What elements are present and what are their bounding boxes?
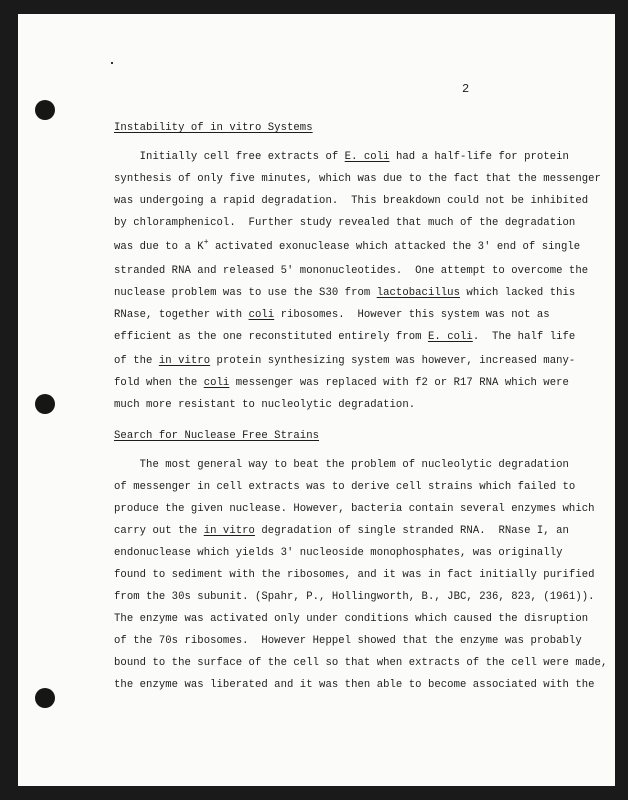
text-run: bound to the surface of the cell so that when extracts of the cell were made, xyxy=(114,657,608,669)
section-heading: Instability of in vitro Systems xyxy=(114,122,313,134)
text-line xyxy=(114,459,569,471)
text-run: activated exonuclease which attacked the 3' end of single xyxy=(208,241,581,253)
page-number: 2 xyxy=(462,82,470,96)
text-line xyxy=(114,151,569,163)
text-run: of messenger in cell extracts was to derive cell strains which failed to xyxy=(114,481,576,493)
section-heading: Search for Nuclease Free Strains xyxy=(114,430,320,442)
binder-hole-top xyxy=(35,100,55,120)
text-line xyxy=(114,377,569,389)
text-run: Initially cell free extracts of xyxy=(114,151,345,163)
text-run: produce the given nuclease. However, bacteria contain several enzymes which xyxy=(114,503,595,515)
text-line xyxy=(114,355,575,367)
text-run: degradation of single stranded RNA. RNase I, an xyxy=(254,525,569,537)
text-line xyxy=(114,217,575,229)
text-line xyxy=(114,503,595,515)
speck-mark xyxy=(111,62,113,64)
text-line xyxy=(114,309,550,321)
text-run: had a half-life for protein xyxy=(389,151,569,163)
text-run: of the 70s ribosomes. However Heppel showed that the enzyme was probably xyxy=(114,635,582,647)
text-line xyxy=(114,481,575,493)
text-run: stranded RNA and released 5' mononucleotides. One attempt to overcome the xyxy=(114,265,589,277)
text-run: nuclease problem was to use the S30 from xyxy=(114,287,377,299)
text-run: fold when the xyxy=(114,377,204,389)
text-run: protein synthesizing system was however, increased many- xyxy=(210,355,576,367)
text-line xyxy=(114,569,595,581)
text-line xyxy=(114,591,595,603)
text-run: which lacked this xyxy=(460,287,576,299)
underlined-term: E. coli xyxy=(344,151,390,163)
text-run: ribosomes. However this system was not as xyxy=(274,309,550,321)
text-run: carry out the xyxy=(114,525,204,537)
underlined-term: in vitro xyxy=(203,525,255,537)
text-line xyxy=(114,399,415,411)
underlined-term: lactobacillus xyxy=(376,287,460,299)
text-run: much more resistant to nucleolytic degradation. xyxy=(114,399,416,411)
text-line xyxy=(114,657,607,669)
text-run: messenger was replaced with f2 or R17 RNA which were xyxy=(229,377,569,389)
text-run: the enzyme was liberated and it was then able to become associated with the xyxy=(114,679,595,691)
text-line xyxy=(114,195,588,207)
text-line xyxy=(114,613,588,625)
text-line xyxy=(114,238,581,253)
underlined-term: coli xyxy=(203,377,230,389)
text-line xyxy=(114,679,595,691)
text-run: by chloramphenicol. Further study revealed that much of the degradation xyxy=(114,217,576,229)
binder-hole-bottom xyxy=(35,688,55,708)
text-run: efficient as the one reconstituted entirely from xyxy=(114,331,428,343)
underlined-term: E. coli xyxy=(427,331,473,343)
text-run: endonuclease which yields 3' nucleoside monophosphates, was originally xyxy=(114,547,563,559)
text-run: The most general way to beat the problem of nucleolytic degradation xyxy=(114,459,569,471)
text-line xyxy=(114,547,563,559)
underlined-term: coli xyxy=(248,309,275,321)
text-run: from the 30s subunit. (Spahr, P., Hollingworth, B., JBC, 236, 823, (1961)). xyxy=(114,591,595,603)
binder-hole-middle xyxy=(35,394,55,414)
text-line xyxy=(114,635,582,647)
text-run: synthesis of only five minutes, which was due to the fact that the messenger xyxy=(114,173,601,185)
text-run: was undergoing a rapid degradation. This breakdown could not be inhibited xyxy=(114,195,589,207)
text-line xyxy=(114,173,601,185)
text-run: found to sediment with the ribosomes, and it was in fact initially purified xyxy=(114,569,595,581)
typewritten-page xyxy=(18,14,615,786)
text-run: RNase, together with xyxy=(114,309,249,321)
text-run: was due to a K xyxy=(114,241,204,253)
underlined-term: in vitro xyxy=(158,355,211,367)
text-line xyxy=(114,331,575,343)
text-run: of the xyxy=(114,355,159,367)
superscript: + xyxy=(203,238,209,247)
text-run: The enzyme was activated only under conditions which caused the disruption xyxy=(114,613,589,625)
text-line xyxy=(114,287,575,299)
text-run: . The half life xyxy=(472,331,576,343)
text-line xyxy=(114,525,569,537)
text-line xyxy=(114,265,588,277)
